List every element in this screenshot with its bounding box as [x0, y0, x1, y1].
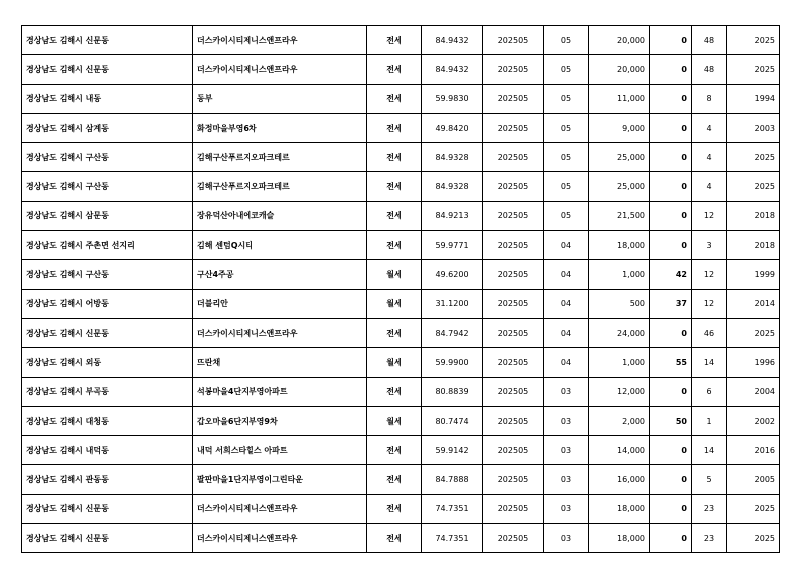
area-cell: 59.9900	[422, 348, 483, 377]
contract-day-cell: 04	[544, 260, 589, 289]
complex-name-cell: 내덕 서희스타힐스 아파트	[193, 436, 367, 465]
deposit-cell: 1,000	[589, 260, 650, 289]
build-year-cell: 2025	[727, 26, 780, 55]
build-year-cell: 1994	[727, 84, 780, 113]
table-row	[22, 55, 780, 84]
lease-type-cell: 월세	[367, 289, 422, 318]
contract-day-cell: 03	[544, 524, 589, 553]
monthly-rent-cell: 0	[650, 231, 692, 260]
floor-cell: 12	[692, 201, 727, 230]
area-cell: 31.1200	[422, 289, 483, 318]
deposit-cell: 16,000	[589, 465, 650, 494]
area-cell: 59.9830	[422, 84, 483, 113]
complex-name-cell: 김해구산푸르지오파크테르	[193, 143, 367, 172]
build-year-cell: 2003	[727, 113, 780, 142]
contract-day-cell: 05	[544, 26, 589, 55]
area-cell: 80.7474	[422, 406, 483, 435]
contract-yearmonth-cell: 202505	[483, 494, 544, 523]
transactions-table	[21, 25, 780, 553]
monthly-rent-cell: 37	[650, 289, 692, 318]
region-cell: 경상남도 김해시 구산동	[22, 172, 193, 201]
contract-yearmonth-cell: 202505	[483, 201, 544, 230]
contract-day-cell: 04	[544, 348, 589, 377]
table-row	[22, 406, 780, 435]
contract-yearmonth-cell: 202505	[483, 84, 544, 113]
lease-type-cell: 전세	[367, 231, 422, 260]
contract-day-cell: 03	[544, 436, 589, 465]
contract-yearmonth-cell: 202505	[483, 436, 544, 465]
lease-type-cell: 전세	[367, 524, 422, 553]
floor-cell: 4	[692, 143, 727, 172]
floor-cell: 23	[692, 524, 727, 553]
complex-name-cell: 장유덕산아내에코캐슬	[193, 201, 367, 230]
lease-type-cell: 전세	[367, 84, 422, 113]
table-row	[22, 172, 780, 201]
area-cell: 80.8839	[422, 377, 483, 406]
contract-day-cell: 03	[544, 494, 589, 523]
area-cell: 49.8420	[422, 113, 483, 142]
lease-type-cell: 월세	[367, 348, 422, 377]
region-cell: 경상남도 김해시 신문동	[22, 524, 193, 553]
lease-type-cell: 전세	[367, 494, 422, 523]
region-cell: 경상남도 김해시 신문동	[22, 26, 193, 55]
region-cell: 경상남도 김해시 신문동	[22, 55, 193, 84]
contract-yearmonth-cell: 202505	[483, 143, 544, 172]
lease-type-cell: 전세	[367, 55, 422, 84]
contract-yearmonth-cell: 202505	[483, 172, 544, 201]
deposit-cell: 18,000	[589, 524, 650, 553]
contract-yearmonth-cell: 202505	[483, 260, 544, 289]
table-row	[22, 26, 780, 55]
deposit-cell: 21,500	[589, 201, 650, 230]
contract-day-cell: 05	[544, 201, 589, 230]
region-cell: 경상남도 김해시 어방동	[22, 289, 193, 318]
build-year-cell: 2016	[727, 436, 780, 465]
monthly-rent-cell: 0	[650, 84, 692, 113]
complex-name-cell: 갑오마을6단지부영9차	[193, 406, 367, 435]
build-year-cell: 2014	[727, 289, 780, 318]
area-cell: 84.9213	[422, 201, 483, 230]
contract-day-cell: 04	[544, 231, 589, 260]
contract-day-cell: 03	[544, 406, 589, 435]
floor-cell: 3	[692, 231, 727, 260]
complex-name-cell: 김해 센텀Q시티	[193, 231, 367, 260]
contract-day-cell: 05	[544, 143, 589, 172]
monthly-rent-cell: 42	[650, 260, 692, 289]
lease-type-cell: 전세	[367, 26, 422, 55]
lease-type-cell: 전세	[367, 465, 422, 494]
monthly-rent-cell: 50	[650, 406, 692, 435]
region-cell: 경상남도 김해시 주촌면 선지리	[22, 231, 193, 260]
monthly-rent-cell: 0	[650, 26, 692, 55]
build-year-cell: 2025	[727, 55, 780, 84]
lease-type-cell: 전세	[367, 172, 422, 201]
area-cell: 84.7942	[422, 318, 483, 347]
deposit-cell: 500	[589, 289, 650, 318]
monthly-rent-cell: 0	[650, 465, 692, 494]
build-year-cell: 1996	[727, 348, 780, 377]
contract-day-cell: 05	[544, 113, 589, 142]
complex-name-cell: 팔판마을1단지부영이그린타운	[193, 465, 367, 494]
area-cell: 49.6200	[422, 260, 483, 289]
floor-cell: 12	[692, 260, 727, 289]
table-row	[22, 260, 780, 289]
build-year-cell: 2025	[727, 318, 780, 347]
contract-yearmonth-cell: 202505	[483, 318, 544, 347]
deposit-cell: 2,000	[589, 406, 650, 435]
area-cell: 84.9328	[422, 172, 483, 201]
contract-day-cell: 03	[544, 377, 589, 406]
complex-name-cell: 화정마을부영6차	[193, 113, 367, 142]
build-year-cell: 2002	[727, 406, 780, 435]
table-row	[22, 113, 780, 142]
contract-yearmonth-cell: 202505	[483, 348, 544, 377]
contract-yearmonth-cell: 202505	[483, 524, 544, 553]
floor-cell: 5	[692, 465, 727, 494]
floor-cell: 12	[692, 289, 727, 318]
contract-yearmonth-cell: 202505	[483, 113, 544, 142]
table-row	[22, 318, 780, 347]
build-year-cell: 2018	[727, 201, 780, 230]
contract-day-cell: 04	[544, 318, 589, 347]
complex-name-cell: 더스카이시티제니스앤프라우	[193, 318, 367, 347]
complex-name-cell: 석봉마을4단지부영아파트	[193, 377, 367, 406]
floor-cell: 1	[692, 406, 727, 435]
monthly-rent-cell: 55	[650, 348, 692, 377]
area-cell: 59.9142	[422, 436, 483, 465]
table-row	[22, 143, 780, 172]
lease-type-cell: 전세	[367, 143, 422, 172]
floor-cell: 6	[692, 377, 727, 406]
contract-yearmonth-cell: 202505	[483, 377, 544, 406]
area-cell: 74.7351	[422, 494, 483, 523]
region-cell: 경상남도 김해시 신문동	[22, 494, 193, 523]
complex-name-cell: 더블리안	[193, 289, 367, 318]
deposit-cell: 18,000	[589, 494, 650, 523]
monthly-rent-cell: 0	[650, 494, 692, 523]
complex-name-cell: 구산4주공	[193, 260, 367, 289]
lease-type-cell: 전세	[367, 436, 422, 465]
table-row	[22, 348, 780, 377]
deposit-cell: 1,000	[589, 348, 650, 377]
deposit-cell: 20,000	[589, 26, 650, 55]
table-row	[22, 377, 780, 406]
monthly-rent-cell: 0	[650, 113, 692, 142]
floor-cell: 4	[692, 172, 727, 201]
floor-cell: 14	[692, 348, 727, 377]
table-row	[22, 494, 780, 523]
monthly-rent-cell: 0	[650, 318, 692, 347]
region-cell: 경상남도 김해시 관동동	[22, 465, 193, 494]
contract-yearmonth-cell: 202505	[483, 26, 544, 55]
deposit-cell: 24,000	[589, 318, 650, 347]
monthly-rent-cell: 0	[650, 201, 692, 230]
lease-type-cell: 전세	[367, 113, 422, 142]
monthly-rent-cell: 0	[650, 436, 692, 465]
lease-type-cell: 월세	[367, 260, 422, 289]
region-cell: 경상남도 김해시 부곡동	[22, 377, 193, 406]
contract-day-cell: 05	[544, 172, 589, 201]
complex-name-cell: 뜨란채	[193, 348, 367, 377]
lease-type-cell: 전세	[367, 377, 422, 406]
build-year-cell: 2025	[727, 143, 780, 172]
table-row	[22, 201, 780, 230]
contract-yearmonth-cell: 202505	[483, 465, 544, 494]
contract-yearmonth-cell: 202505	[483, 231, 544, 260]
table-row	[22, 289, 780, 318]
floor-cell: 23	[692, 494, 727, 523]
deposit-cell: 25,000	[589, 143, 650, 172]
build-year-cell: 2005	[727, 465, 780, 494]
lease-type-cell: 전세	[367, 201, 422, 230]
deposit-cell: 20,000	[589, 55, 650, 84]
floor-cell: 14	[692, 436, 727, 465]
contract-yearmonth-cell: 202505	[483, 55, 544, 84]
region-cell: 경상남도 김해시 내동	[22, 84, 193, 113]
monthly-rent-cell: 0	[650, 524, 692, 553]
region-cell: 경상남도 김해시 삼계동	[22, 113, 193, 142]
contract-day-cell: 05	[544, 84, 589, 113]
contract-day-cell: 05	[544, 55, 589, 84]
table-row	[22, 231, 780, 260]
region-cell: 경상남도 김해시 구산동	[22, 143, 193, 172]
contract-yearmonth-cell: 202505	[483, 289, 544, 318]
area-cell: 84.9432	[422, 55, 483, 84]
floor-cell: 48	[692, 26, 727, 55]
contract-day-cell: 04	[544, 289, 589, 318]
area-cell: 84.7888	[422, 465, 483, 494]
lease-type-cell: 전세	[367, 318, 422, 347]
area-cell: 74.7351	[422, 524, 483, 553]
complex-name-cell: 김해구산푸르지오파크테르	[193, 172, 367, 201]
table-row	[22, 436, 780, 465]
deposit-cell: 25,000	[589, 172, 650, 201]
build-year-cell: 2025	[727, 172, 780, 201]
build-year-cell: 2018	[727, 231, 780, 260]
region-cell: 경상남도 김해시 대청동	[22, 406, 193, 435]
table-row	[22, 524, 780, 553]
area-cell: 59.9771	[422, 231, 483, 260]
monthly-rent-cell: 0	[650, 55, 692, 84]
table-row	[22, 84, 780, 113]
deposit-cell: 9,000	[589, 113, 650, 142]
monthly-rent-cell: 0	[650, 143, 692, 172]
contract-yearmonth-cell: 202505	[483, 406, 544, 435]
deposit-cell: 14,000	[589, 436, 650, 465]
region-cell: 경상남도 김해시 구산동	[22, 260, 193, 289]
area-cell: 84.9432	[422, 26, 483, 55]
monthly-rent-cell: 0	[650, 377, 692, 406]
region-cell: 경상남도 김해시 외동	[22, 348, 193, 377]
build-year-cell: 2025	[727, 494, 780, 523]
floor-cell: 48	[692, 55, 727, 84]
complex-name-cell: 더스카이시티제니스앤프라우	[193, 494, 367, 523]
deposit-cell: 11,000	[589, 84, 650, 113]
table-row	[22, 465, 780, 494]
build-year-cell: 2004	[727, 377, 780, 406]
region-cell: 경상남도 김해시 내덕동	[22, 436, 193, 465]
complex-name-cell: 더스카이시티제니스앤프라우	[193, 26, 367, 55]
lease-type-cell: 월세	[367, 406, 422, 435]
complex-name-cell: 더스카이시티제니스앤프라우	[193, 524, 367, 553]
table-body	[22, 26, 780, 553]
deposit-cell: 18,000	[589, 231, 650, 260]
floor-cell: 4	[692, 113, 727, 142]
floor-cell: 46	[692, 318, 727, 347]
region-cell: 경상남도 김해시 삼문동	[22, 201, 193, 230]
monthly-rent-cell: 0	[650, 172, 692, 201]
complex-name-cell: 동부	[193, 84, 367, 113]
complex-name-cell: 더스카이시티제니스앤프라우	[193, 55, 367, 84]
deposit-cell: 12,000	[589, 377, 650, 406]
build-year-cell: 2025	[727, 524, 780, 553]
area-cell: 84.9328	[422, 143, 483, 172]
region-cell: 경상남도 김해시 신문동	[22, 318, 193, 347]
build-year-cell: 1999	[727, 260, 780, 289]
contract-day-cell: 03	[544, 465, 589, 494]
floor-cell: 8	[692, 84, 727, 113]
